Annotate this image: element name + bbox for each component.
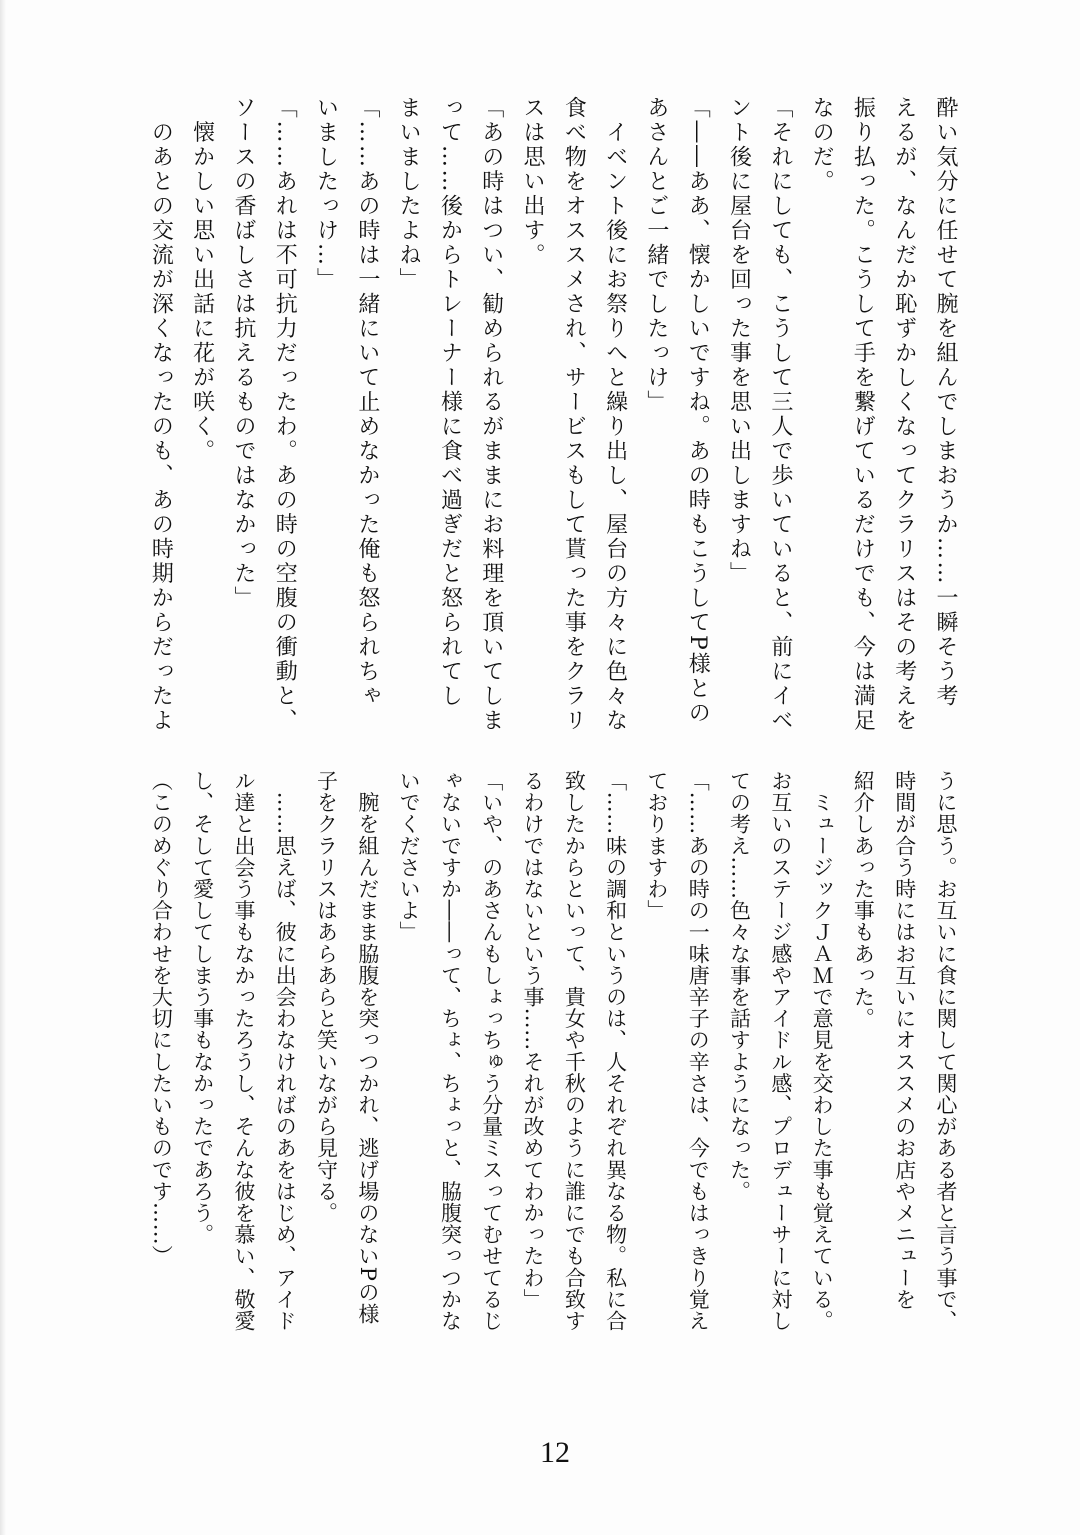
text-column: なのだ。 [809,96,835,194]
text-column: って……後からトレーナー様に食べ過ぎだと怒られてし [437,96,463,709]
text-column: 「……あの時の一味唐辛子の辛さは、今でもはっきり覚え [686,770,711,1332]
text-column: ソースの香ばしさは抗えるものではなかった」 [230,96,256,611]
text-column: お互いのステージ感やアイドル感、プロデューサーに対し [768,770,793,1332]
text-column: 致したからといって、貴女や千秋のように誰にでも合致す [562,770,587,1332]
text-column: のあとの交流が深くなったのも、あの時期からだったよ [148,96,174,733]
text-column: ゃないですか――って、ちょ、ちょっと、脇腹突っつかな [438,770,463,1332]
text-column: ミュージックＪＡＭで意見を交わした事も覚えている。 [810,770,835,1332]
text-column: いましたっけ…」 [313,96,339,292]
text-column: ておりますわ」 [644,770,669,922]
text-column: 「いや、のあさんもしょっちゅう分量ミスってむせてるじ [479,770,504,1332]
text-column: イベント後にお祭りへと繰り出し、屋台の方々に色々な [602,96,628,733]
text-column: 「……味の調和というのは、人それぞれ異なる物。私に合 [603,770,628,1332]
text-column: （このめぐり合わせを大切にしたいものです……） [149,770,174,1267]
text-column: ……思えば、彼に出会わなければのあをはじめ、アイド [273,770,298,1332]
text-column: 「……あれは不可抗力だったわ。あの時の空腹の衝動と、 [272,96,298,733]
text-column: 酔い気分に任せて腕を組んでしまおうか……一瞬そう考 [933,96,958,709]
text-block-bottom [140,770,966,1332]
text-column: 振り払った。こうして手を繋げているだけでも、今は満足 [850,96,876,733]
text-column: し、そして愛してしまう事もなかったであろう。 [190,770,215,1246]
text-column: 懐かしい思い出話に花が咲く。 [189,96,215,464]
text-column: るわけではないという事……それが改めてわかったわ」 [521,770,546,1310]
text-column: 「それにしても、こうして三人で歩いていると、前にイベ [767,96,793,733]
text-column: スは思い出す。 [520,96,546,268]
text-column: まいましたよね」 [396,96,422,292]
text-column: ル達と出会う事もなかったろうし、そんな彼を慕い、敬愛 [231,770,256,1332]
text-block-top [140,96,966,733]
text-column: 子をクラリスはあらあらと笑いながら見守る。 [314,770,339,1224]
text-column: いでくださいよ」 [397,770,422,943]
text-column: ント後に屋台を回った事を思い出しますね」 [726,96,752,586]
text-column: あさんとご一緒でしたっけ」 [643,96,669,415]
page-edge-shadow [0,0,6,1535]
text-column: 「――ああ、懐かしいですね。あの時もこうしてP様との [685,96,711,726]
text-column: 「……あの時は一緒にいて止めなかった俺も怒られちゃ [354,96,380,709]
text-column: 腕を組んだまま脇腹を突っつかれ、逃げ場のないPの様 [355,770,380,1325]
text-column: 食べ物をオススメされ、サービスもして貰った事をクラリ [561,96,587,733]
page-number: 12 [540,1436,570,1469]
text-column: 「あの時はつい、勧められるがままにお料理を頂いてしま [478,96,504,733]
text-column: えるが、なんだか恥ずかしくなってクラリスはその考えを [891,96,917,733]
text-column: 紹介しあった事もあった。 [851,770,876,1030]
text-column: ての考え……色々な事を話すようになった。 [727,770,752,1202]
text-column: 時間が合う時にはお互いにオススメのお店やメニューを [892,770,917,1310]
text-column: うに思う。お互いに食に関して関心がある者と言う事で、 [934,770,958,1332]
